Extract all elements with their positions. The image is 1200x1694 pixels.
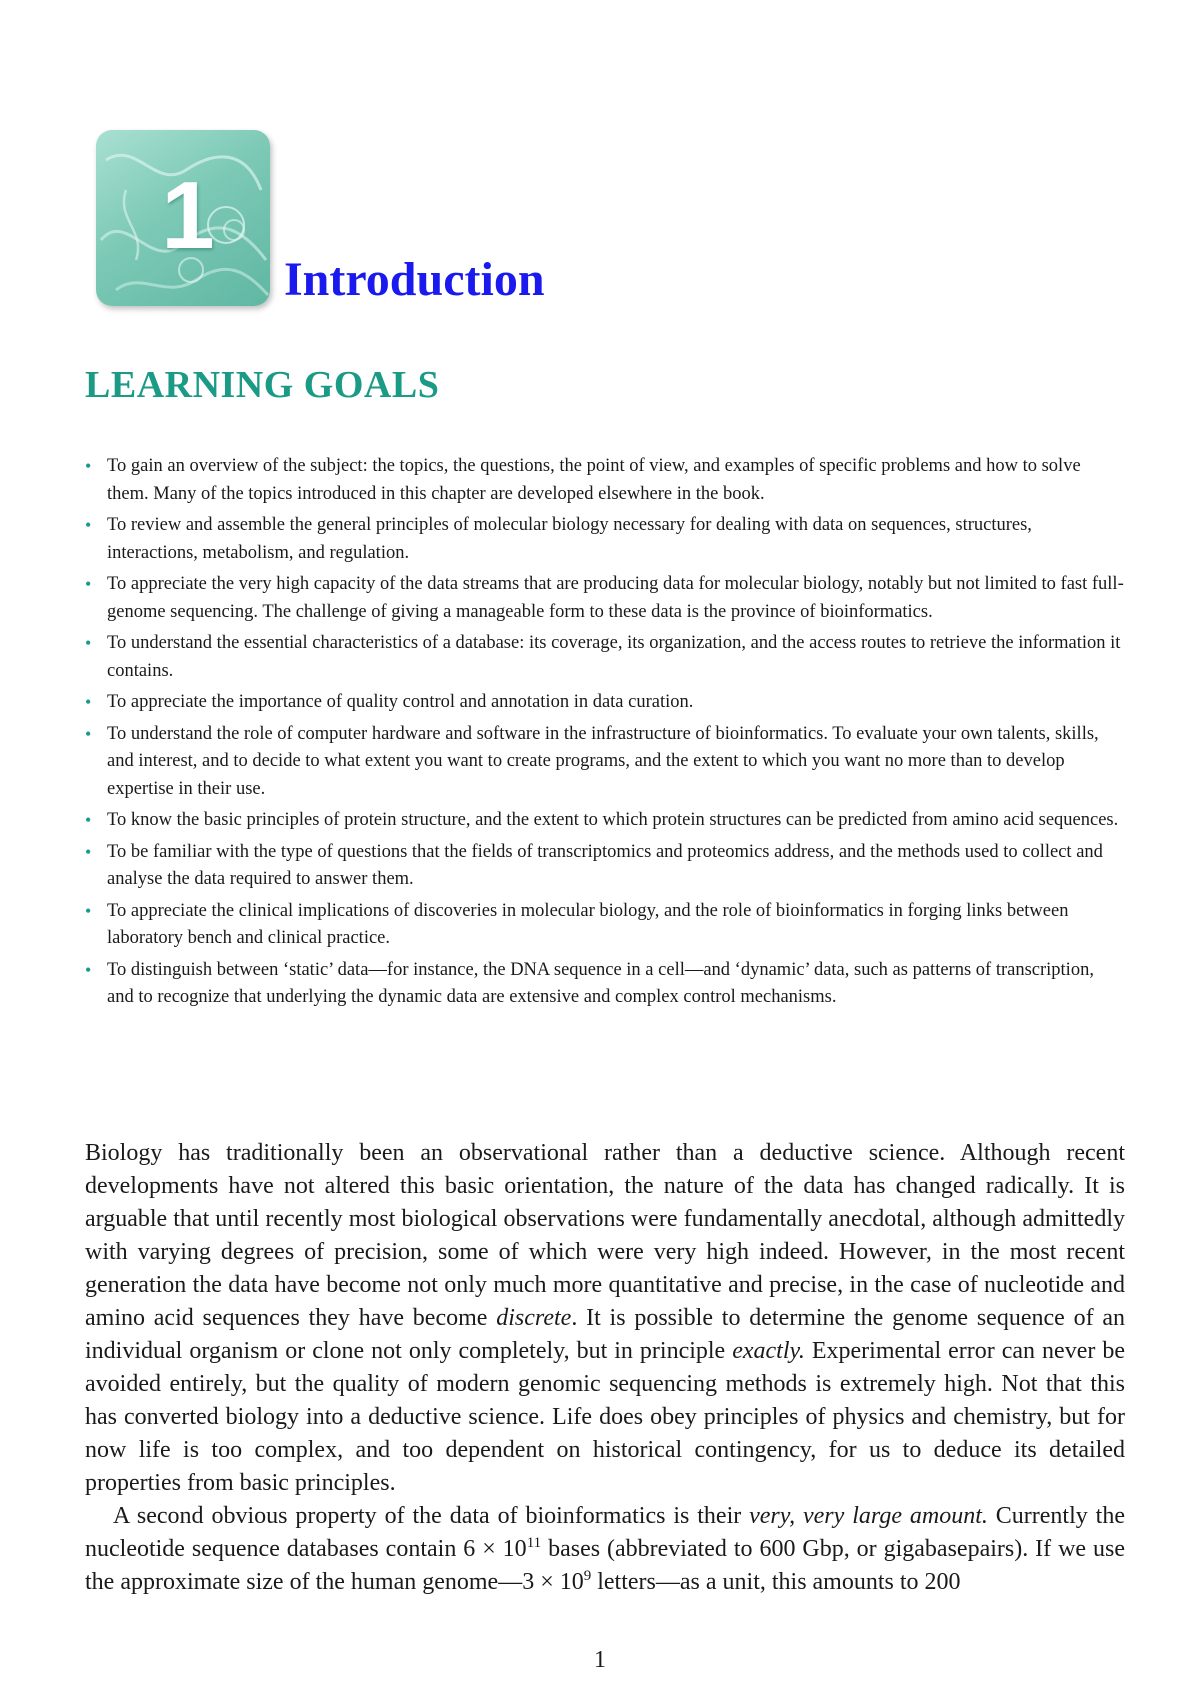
paragraph-text: . It is possible to determine the genome sequence of an individual organism or clone not only completely, but in principle	[85, 1305, 1126, 1364]
paragraph-text: bases (abbreviated to 600 Gbp, or gigabasepairs). If we use the approximate size of the human genome—3 × 10	[85, 1536, 1126, 1595]
bullet-icon: •	[85, 574, 92, 594]
bullet-icon: •	[85, 841, 92, 862]
chapter-title: Introduction	[284, 253, 545, 306]
learning-goal-item	[85, 898, 1125, 953]
body-paragraph-2	[85, 1500, 1125, 1599]
bullet-icon: •	[85, 633, 92, 653]
learning-goal-item	[85, 689, 1125, 717]
learning-goal-text: To appreciate the importance of quality control and annotation in data curation.	[107, 692, 694, 712]
learning-goal-text: To gain an overview of the subject: the topics, the questions, the point of view, and examples of specific problems and how to solve them. Many of the topics introduced in this chapter are developed elsewhere in the book.	[107, 456, 1081, 504]
learning-goal-text: To distinguish between ‘static’ data—for instance, the DNA sequence in a cell—and ‘dynamic’ data, such as patterns of transcription, and to recognize that underlying the dynamic data are extensive and complex control mechanisms.	[107, 959, 1094, 1007]
learning-goal-item	[85, 839, 1125, 894]
bullet-icon: •	[85, 692, 92, 712]
bullet-icon: •	[85, 515, 92, 535]
emphasis-text: very, very large amount.	[749, 1503, 988, 1529]
learning-goals-list	[85, 453, 1125, 1016]
body-paragraph-1	[85, 1137, 1125, 1500]
bullet-icon: •	[85, 810, 92, 830]
paragraph-text: A second obvious property of the data of bioinformatics is their	[113, 1503, 750, 1529]
learning-goal-item	[85, 512, 1125, 567]
learning-goals-heading: LEARNING GOALS	[85, 364, 440, 406]
learning-goal-text: To appreciate the very high capacity of the data streams that are producing data for molecular biology, notably but not limited to fast full-genome sequencing. The challenge of giving a manageable form to these data is the province of bioinformatics.	[107, 574, 1124, 622]
learning-goal-text: To be familiar with the type of questions that the fields of transcriptomics and proteomics address, and the methods used to collect and analyse the data required to answer them.	[107, 841, 1103, 889]
chapter-number: 1	[161, 162, 215, 269]
learning-goal-text: To know the basic principles of protein structure, and the extent to which protein structures can be predicted from amino acid sequences.	[107, 810, 1119, 830]
learning-goal-text: To understand the role of computer hardware and software in the infrastructure of bioinformatics. To evaluate your own talents, skills, and interest, and to decide to what extent you want to create programs, and the extent to which you want no more than to develop expertise in their use.	[107, 723, 1099, 799]
bullet-icon: •	[85, 959, 92, 980]
learning-goal-item	[85, 957, 1125, 1012]
learning-goal-item	[85, 453, 1125, 508]
learning-goal-item	[85, 721, 1125, 804]
exponent-text: 9	[583, 1568, 592, 1584]
body-text	[85, 1137, 1125, 1599]
learning-goal-item	[85, 630, 1125, 685]
bullet-icon: •	[85, 723, 92, 744]
exponent-text: 11	[526, 1535, 542, 1551]
emphasis-text: discrete	[496, 1305, 572, 1331]
chapter-badge	[96, 130, 270, 306]
learning-goal-item	[85, 571, 1125, 626]
bullet-icon: •	[85, 456, 92, 476]
emphasis-text: exactly.	[732, 1338, 805, 1364]
learning-goal-text: To appreciate the clinical implications of discoveries in molecular biology, and the role of bioinformatics in forging links between laboratory bench and clinical practice.	[107, 900, 1069, 948]
learning-goal-text: To review and assemble the general principles of molecular biology necessary for dealing with data on sequences, structures, interactions, metabolism, and regulation.	[107, 515, 1032, 563]
paragraph-text: letters—as a unit, this amounts to 200	[591, 1569, 961, 1595]
paragraph-text: Experimental error can never be avoided entirely, but the quality of modern genomic sequencing methods is extremely high. Not that this has converted biology into a deductive science. Life does obey principles of physics and chemistry, but for now life is too complex, and too dependent on historical contingency, for us to deduce its detailed properties from basic principles.	[85, 1338, 1126, 1496]
bullet-icon: •	[85, 900, 92, 921]
page-number: 1	[594, 1647, 606, 1673]
learning-goal-item	[85, 807, 1125, 835]
learning-goal-text: To understand the essential characteristics of a database: its coverage, its organization, and the access routes to retrieve the information it contains.	[107, 633, 1121, 681]
paragraph-text: Biology has traditionally been an observational rather than a deductive science. Although recent developments have not altered this basic orientation, the nature of the data has changed radically. It is arguable that until recently most biological observations were fundamentally anecdotal, although admittedly with varying degrees of precision, some of which were very high indeed. However, in the most recent generation the data have become not only much more quantitative and precise, in the case of nucleotide and amino acid sequences they have become	[85, 1140, 1125, 1331]
paragraph-text: Currently the nucleotide sequence databases contain 6 × 10	[85, 1503, 1125, 1562]
